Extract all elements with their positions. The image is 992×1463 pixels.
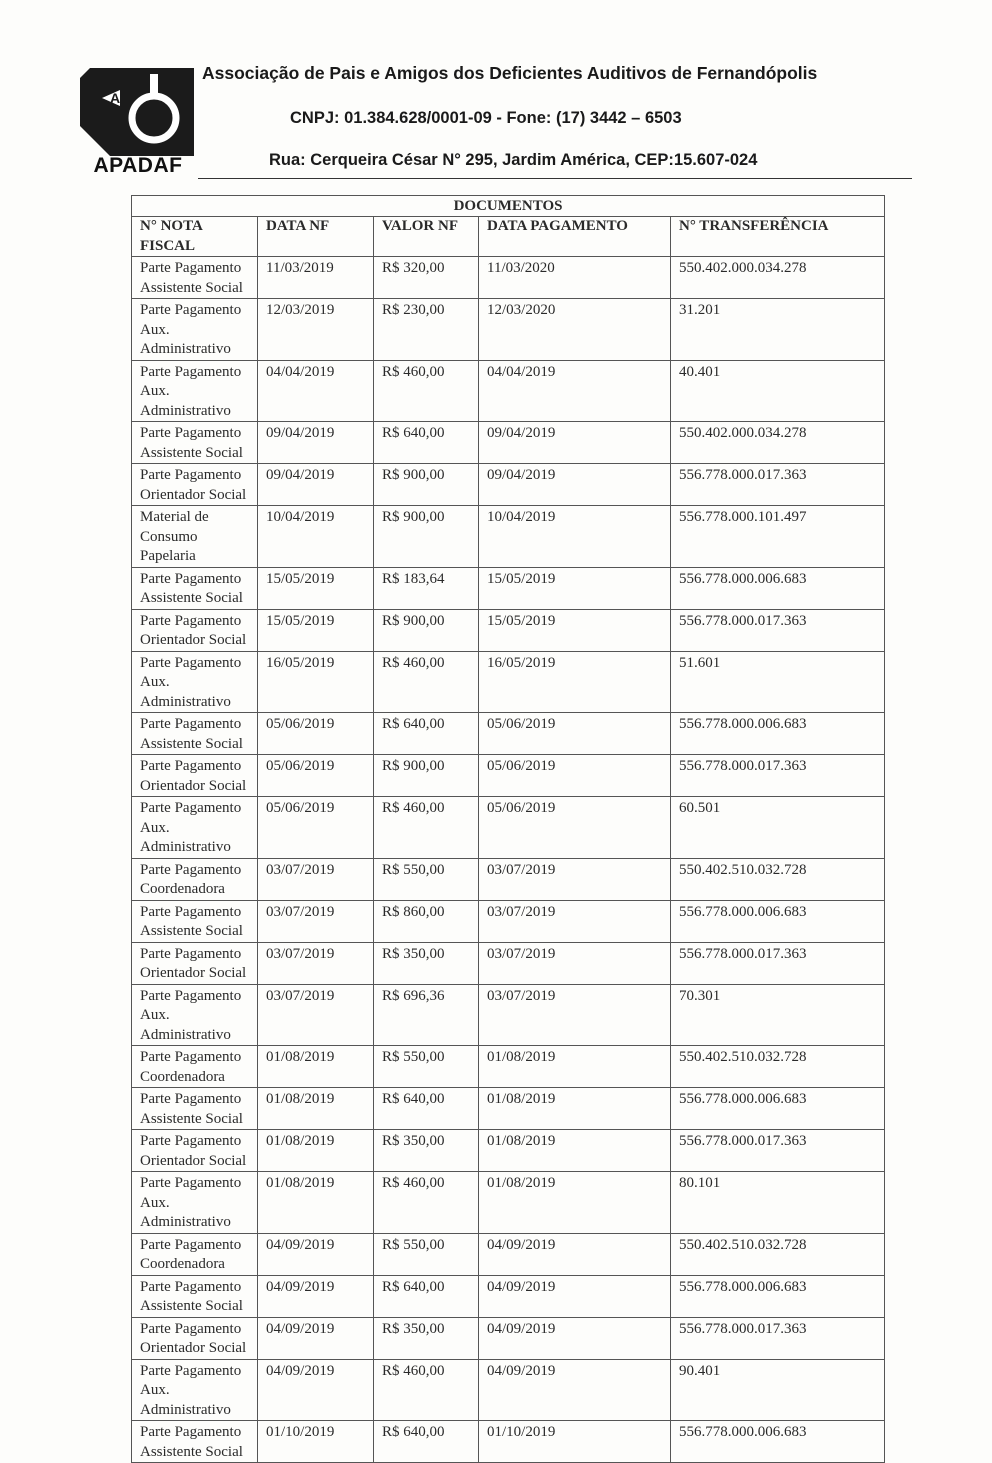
cell-valor-nf: R$ 640,00: [374, 422, 479, 464]
table-row: [132, 797, 885, 859]
cell-data-nf: 05/06/2019: [258, 755, 374, 797]
cell-data-pagamento: 15/05/2019: [479, 567, 671, 609]
cell-data-pagamento: 01/08/2019: [479, 1046, 671, 1088]
logo-wordmark: APADAF: [93, 154, 183, 177]
table-row: [132, 900, 885, 942]
cell-valor-nf: R$ 900,00: [374, 609, 479, 651]
cell-transferencia: 556.778.000.017.363: [671, 609, 885, 651]
svg-text:A: A: [110, 90, 121, 106]
cell-nota-fiscal: Material de Consumo Papelaria: [132, 506, 258, 568]
cell-valor-nf: R$ 696,36: [374, 984, 479, 1046]
cell-transferencia: 51.601: [671, 651, 885, 713]
cell-transferencia: 556.778.000.006.683: [671, 1421, 885, 1463]
cell-data-nf: 03/07/2019: [258, 858, 374, 900]
cell-data-pagamento: 12/03/2020: [479, 299, 671, 361]
cell-data-nf: 10/04/2019: [258, 506, 374, 568]
cell-data-nf: 16/05/2019: [258, 651, 374, 713]
cell-nota-fiscal: Parte Pagamento Orientador Social: [132, 1130, 258, 1172]
apadaf-logo: [80, 66, 196, 176]
cell-data-pagamento: 10/04/2019: [479, 506, 671, 568]
table-row: [132, 755, 885, 797]
table-title: DOCUMENTOS: [132, 196, 885, 217]
cell-data-nf: 04/09/2019: [258, 1233, 374, 1275]
cnpj-phone-line: CNPJ: 01.384.628/0001-09 - Fone: (17) 3442 – 6503: [290, 109, 682, 127]
cell-transferencia: 80.101: [671, 1172, 885, 1234]
cell-data-pagamento: 04/09/2019: [479, 1233, 671, 1275]
cell-data-pagamento: 09/04/2019: [479, 464, 671, 506]
cell-nota-fiscal: Parte Pagamento Assistente Social: [132, 257, 258, 299]
table-row: [132, 360, 885, 422]
cell-data-nf: 09/04/2019: [258, 464, 374, 506]
cell-data-pagamento: 03/07/2019: [479, 858, 671, 900]
cell-data-pagamento: 04/09/2019: [479, 1275, 671, 1317]
cell-data-nf: 01/10/2019: [258, 1421, 374, 1463]
column-header-valor-nf: VALOR NF: [374, 217, 479, 257]
cell-valor-nf: R$ 640,00: [374, 1421, 479, 1463]
cell-transferencia: 556.778.000.006.683: [671, 567, 885, 609]
table-row: [132, 1088, 885, 1130]
cell-valor-nf: R$ 900,00: [374, 464, 479, 506]
cell-valor-nf: R$ 550,00: [374, 1233, 479, 1275]
cell-valor-nf: R$ 460,00: [374, 1359, 479, 1421]
table-row: [132, 713, 885, 755]
cell-transferencia: 556.778.000.017.363: [671, 755, 885, 797]
cell-data-nf: 11/03/2019: [258, 257, 374, 299]
cell-valor-nf: R$ 640,00: [374, 713, 479, 755]
cell-data-nf: 04/04/2019: [258, 360, 374, 422]
cell-valor-nf: R$ 183,64: [374, 567, 479, 609]
cell-valor-nf: R$ 550,00: [374, 1046, 479, 1088]
table-row: [132, 257, 885, 299]
cell-data-pagamento: 01/10/2019: [479, 1421, 671, 1463]
table-row: [132, 1275, 885, 1317]
table-row: [132, 1317, 885, 1359]
cell-nota-fiscal: Parte Pagamento Orientador Social: [132, 464, 258, 506]
cell-valor-nf: R$ 900,00: [374, 755, 479, 797]
cell-data-pagamento: 04/04/2019: [479, 360, 671, 422]
table-row: [132, 1172, 885, 1234]
cell-nota-fiscal: Parte Pagamento Coordenadora: [132, 1233, 258, 1275]
cell-data-pagamento: 01/08/2019: [479, 1172, 671, 1234]
cell-nota-fiscal: Parte Pagamento Aux. Administrativo: [132, 1172, 258, 1234]
cell-valor-nf: R$ 550,00: [374, 858, 479, 900]
cell-nota-fiscal: Parte Pagamento Assistente Social: [132, 567, 258, 609]
cell-valor-nf: R$ 640,00: [374, 1275, 479, 1317]
cell-data-nf: 15/05/2019: [258, 567, 374, 609]
table-body: [132, 257, 885, 1463]
cell-transferencia: 556.778.000.017.363: [671, 942, 885, 984]
cell-transferencia: 31.201: [671, 299, 885, 361]
cell-nota-fiscal: Parte Pagamento Aux. Administrativo: [132, 651, 258, 713]
cell-transferencia: 556.778.000.006.683: [671, 900, 885, 942]
cell-transferencia: 90.401: [671, 1359, 885, 1421]
cell-data-nf: 09/04/2019: [258, 422, 374, 464]
cell-nota-fiscal: Parte Pagamento Coordenadora: [132, 1046, 258, 1088]
organization-name: Associação de Pais e Amigos dos Deficientes Auditivos de Fernandópolis: [202, 63, 818, 83]
cell-nota-fiscal: Parte Pagamento Assistente Social: [132, 422, 258, 464]
table-row: [132, 506, 885, 568]
cell-valor-nf: R$ 900,00: [374, 506, 479, 568]
cell-nota-fiscal: Parte Pagamento Orientador Social: [132, 609, 258, 651]
column-header-data-nf: DATA NF: [258, 217, 374, 257]
table-row: [132, 422, 885, 464]
cell-data-pagamento: 05/06/2019: [479, 755, 671, 797]
cell-nota-fiscal: Parte Pagamento Aux. Administrativo: [132, 984, 258, 1046]
cell-data-pagamento: 03/07/2019: [479, 900, 671, 942]
cell-transferencia: 556.778.000.006.683: [671, 713, 885, 755]
cell-transferencia: 70.301: [671, 984, 885, 1046]
cell-valor-nf: R$ 230,00: [374, 299, 479, 361]
table-row: [132, 1421, 885, 1463]
cell-data-pagamento: 03/07/2019: [479, 984, 671, 1046]
cell-data-nf: 04/09/2019: [258, 1275, 374, 1317]
cell-data-pagamento: 05/06/2019: [479, 713, 671, 755]
table-row: [132, 984, 885, 1046]
cell-data-nf: 01/08/2019: [258, 1088, 374, 1130]
cell-data-nf: 03/07/2019: [258, 984, 374, 1046]
cell-transferencia: 550.402.000.034.278: [671, 257, 885, 299]
cell-data-nf: 05/06/2019: [258, 797, 374, 859]
cell-data-pagamento: 15/05/2019: [479, 609, 671, 651]
cell-transferencia: 556.778.000.017.363: [671, 464, 885, 506]
cell-valor-nf: R$ 350,00: [374, 1130, 479, 1172]
cell-data-pagamento: 01/08/2019: [479, 1130, 671, 1172]
cell-data-nf: 15/05/2019: [258, 609, 374, 651]
cell-nota-fiscal: Parte Pagamento Aux. Administrativo: [132, 360, 258, 422]
cell-nota-fiscal: Parte Pagamento Assistente Social: [132, 1421, 258, 1463]
cell-nota-fiscal: Parte Pagamento Assistente Social: [132, 1275, 258, 1317]
table-row: [132, 299, 885, 361]
cell-transferencia: 556.778.000.017.363: [671, 1130, 885, 1172]
cell-transferencia: 556.778.000.006.683: [671, 1275, 885, 1317]
cell-valor-nf: R$ 350,00: [374, 1317, 479, 1359]
cell-valor-nf: R$ 350,00: [374, 942, 479, 984]
cell-data-pagamento: 04/09/2019: [479, 1359, 671, 1421]
cell-valor-nf: R$ 640,00: [374, 1088, 479, 1130]
cell-data-nf: 05/06/2019: [258, 713, 374, 755]
table-row: [132, 858, 885, 900]
cell-valor-nf: R$ 860,00: [374, 900, 479, 942]
cell-transferencia: 550.402.510.032.728: [671, 1233, 885, 1275]
cell-nota-fiscal: Parte Pagamento Aux. Administrativo: [132, 797, 258, 859]
cell-data-nf: 01/08/2019: [258, 1172, 374, 1234]
table-row: [132, 609, 885, 651]
cell-data-nf: 01/08/2019: [258, 1130, 374, 1172]
table-row: [132, 1130, 885, 1172]
cell-valor-nf: R$ 460,00: [374, 797, 479, 859]
address-line: Rua: Cerqueira César N° 295, Jardim América, CEP:15.607-024: [269, 151, 758, 169]
cell-data-nf: 03/07/2019: [258, 942, 374, 984]
cell-transferencia: 550.402.510.032.728: [671, 858, 885, 900]
cell-data-nf: 04/09/2019: [258, 1317, 374, 1359]
table-row: [132, 942, 885, 984]
cell-data-pagamento: 01/08/2019: [479, 1088, 671, 1130]
documents-table: [131, 195, 885, 1463]
table-row: [132, 1359, 885, 1421]
cell-data-nf: 04/09/2019: [258, 1359, 374, 1421]
cell-transferencia: 556.778.000.017.363: [671, 1317, 885, 1359]
cell-transferencia: 60.501: [671, 797, 885, 859]
cell-transferencia: 556.778.000.101.497: [671, 506, 885, 568]
table-row: [132, 651, 885, 713]
table-row: [132, 1046, 885, 1088]
letterhead: [0, 0, 992, 190]
cell-nota-fiscal: Parte Pagamento Aux. Administrativo: [132, 299, 258, 361]
header-divider: [198, 178, 912, 179]
cell-data-pagamento: 03/07/2019: [479, 942, 671, 984]
cell-valor-nf: R$ 460,00: [374, 1172, 479, 1234]
cell-nota-fiscal: Parte Pagamento Aux. Administrativo: [132, 1359, 258, 1421]
cell-nota-fiscal: Parte Pagamento Orientador Social: [132, 1317, 258, 1359]
cell-nota-fiscal: Parte Pagamento Assistente Social: [132, 1088, 258, 1130]
column-header-data-pagamento: DATA PAGAMENTO: [479, 217, 671, 257]
cell-valor-nf: R$ 460,00: [374, 360, 479, 422]
cell-nota-fiscal: Parte Pagamento Assistente Social: [132, 713, 258, 755]
cell-data-nf: 12/03/2019: [258, 299, 374, 361]
cell-transferencia: 40.401: [671, 360, 885, 422]
cell-nota-fiscal: Parte Pagamento Assistente Social: [132, 900, 258, 942]
cell-transferencia: 556.778.000.006.683: [671, 1088, 885, 1130]
cell-valor-nf: R$ 460,00: [374, 651, 479, 713]
cell-nota-fiscal: Parte Pagamento Orientador Social: [132, 942, 258, 984]
table-row: [132, 1233, 885, 1275]
ear-logo-icon: [80, 68, 194, 156]
cell-nota-fiscal: Parte Pagamento Orientador Social: [132, 755, 258, 797]
cell-data-nf: 03/07/2019: [258, 900, 374, 942]
cell-data-pagamento: 11/03/2020: [479, 257, 671, 299]
column-header-nota-fiscal: N° NOTA FISCAL: [132, 217, 258, 257]
cell-nota-fiscal: Parte Pagamento Coordenadora: [132, 858, 258, 900]
cell-data-pagamento: 04/09/2019: [479, 1317, 671, 1359]
cell-data-pagamento: 05/06/2019: [479, 797, 671, 859]
cell-data-nf: 01/08/2019: [258, 1046, 374, 1088]
cell-valor-nf: R$ 320,00: [374, 257, 479, 299]
cell-transferencia: 550.402.510.032.728: [671, 1046, 885, 1088]
column-header-transferencia: N° TRANSFERÊNCIA: [671, 217, 885, 257]
table-row: [132, 567, 885, 609]
cell-transferencia: 550.402.000.034.278: [671, 422, 885, 464]
cell-data-pagamento: 09/04/2019: [479, 422, 671, 464]
table-row: [132, 464, 885, 506]
cell-data-pagamento: 16/05/2019: [479, 651, 671, 713]
